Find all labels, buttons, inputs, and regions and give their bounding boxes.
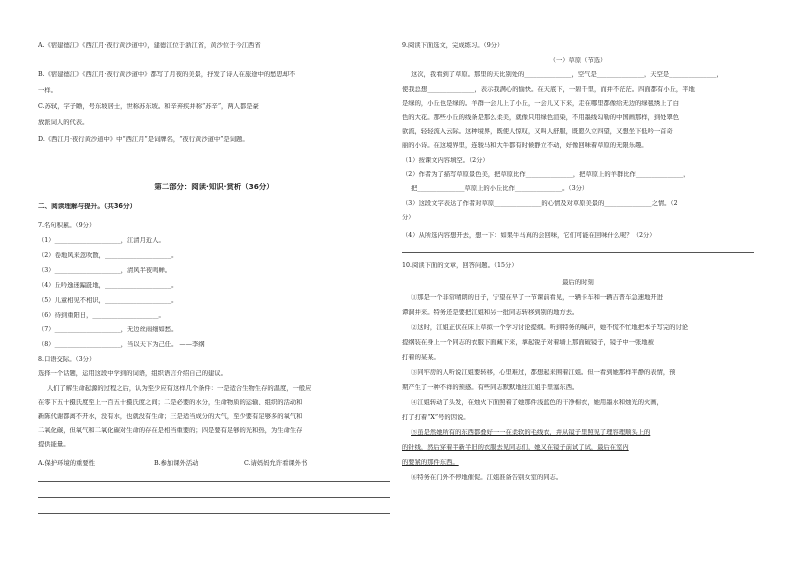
answer-line [38,513,390,514]
passage2-line: 打了打着“X”号的因说。 [402,414,470,421]
q7-item-2: （2）卷地风来忽吹散，_____________________。 [38,252,178,259]
passage2-underlined-line: 的针线，然后穿着半新半旧的衣服去见同志们，她又在镜子前试了试，最后在室内 [402,444,629,451]
q7-item-3: （3）_____________________，清风半夜鸣蝉。 [38,267,172,274]
q7-item-1: （1）_____________________，江清月近人。 [38,237,165,244]
passage2-title: 最后的时刻 [562,279,594,286]
q7-item-7: （7）_____________________，无边丝雨细如愁。 [38,326,178,333]
q9-sub-2-cont: 把_______________草原上的小丘比作_______________。（3分） [411,185,589,192]
passage1-line: 使我总想_______________，表示我满心的愉快。在天底下，一碧千里，而并不茫茫。四面都有小丘，平地 [402,86,695,93]
q8-option-a: A.保护环境的重要性 [38,460,95,467]
q8-passage-line: 在零下五十摄氏度至上一百五十摄氏度之间；二是必要的水分，生命物质的运输、组织的活动和 [38,399,303,406]
q7-title: 7.名句积累。（9分） [38,222,96,229]
q6-option-c-cont: 放派词人的代表。 [38,119,89,126]
q9-sub-1: （1）按课文内容填空。（2分） [402,157,489,164]
q6-option-d: D.《西江月·夜行黄沙道中》中“西江月”是词牌名，“夜行黄沙道中”是词题。 [38,136,249,143]
passage1-title: （一）草原（节选） [549,57,607,64]
passage2-underlined-line: 的要紧的那件东西。 [402,459,459,466]
q8-instruction: 选择一个话题，运用这段中学到的词语，组织语言介绍自己的建议。 [38,370,227,377]
q9-title: 9.阅读下面选文，完成练习。（9分） [402,42,504,49]
q8-passage-line: 提供能量。 [38,441,70,448]
q9-sub-3-cont: 分） [402,214,415,221]
q7-item-5: （5）儿童相见不相识，_____________________。 [38,297,178,304]
passage1-line: 色的大花。那些小丘的线条是那么柔美，就像只用绿色渲染，不用墨线勾勒的中国画那样，到处翠色 [402,114,680,121]
q6-option-b: B.《宿建德江》《西江月·夜行黄沙道中》都写了月夜的美景，抒发了诗人在旅途中的愁思却不 [38,71,296,78]
answer-line [402,252,754,253]
right-column [402,0,754,561]
q6-option-b-cont: 一样。 [38,87,57,94]
q8-option-b: B.参加课外活动 [154,460,199,467]
q7-item-6: （6）待到重阳日，_____________________。 [38,312,165,319]
passage2-line: ④江姐转动了头发，在烛火下面照着了她那件浅蓝色的干净棉衣，她用墨水和烛光的火画， [411,399,663,406]
answer-line [38,497,390,498]
passage2-line: 打着的某某。 [402,354,440,361]
q8-passage-line: 二氧化碳，但氧气和二氧化碳对生命的存在是相当重要的；四是要有足够的光和热，为生命生存 [38,427,303,434]
passage1-line: 丽的小诗。在这境界里，连骏马和大牛都有时候静立不动，好像回味着草原的无限乐趣。 [402,142,648,149]
passage2-underlined-line: ⑤虽是然她所有的东西都叠好一一在柔软的毛线衣，并从镜子里照见了理容理顺头上的 [411,429,651,436]
passage2-line: ③同牢房的人听说江姐要转移，心里难过，都想起来围着江姐。但一看到她那样平静的表情，预 [411,369,676,376]
passage2-line: ②这时，江姐正伏在床上草拟一个学习讨论提纲。听到特务的喊声，她不慌不忙地把本子写完的讨论 [411,324,689,331]
part2-title: 第二部分：阅读·知识·赏析（36分） [154,183,274,191]
passage1-line: 这次，我看到了草原。那里的天比别处的_______________，空气是_______________，天空是_______________， [411,71,723,78]
q10-title: 10.阅读下面的文章，回答问题。（15分） [402,262,518,269]
q9-sub-3: （3）这段文字表达了作者对草原_______________的心情及对草原美景的_______________之情。（2 [402,200,678,207]
q8-option-c: C.请妈妈允许看课外书 [244,460,308,467]
q8-passage-line: 人们了解生命起源的过程之后，认为至少应有这样几个条件：一是适合生物生存的温度，一般应 [47,385,312,392]
section2-title: 二、阅读理解与提升。（共36分） [38,203,137,210]
q6-option-a: A.《宿建德江》《西江月·夜行黄沙道中》，建德江位于浙江省，黄沙位于今江西省 [38,42,261,49]
q9-sub-4: （4）从所选内容想开去，想一下：如果牛马真的会回味，它们可能在回味什么呢？（2分） [402,232,656,239]
passage2-line: ①那是一个非常晴朗的日子，宁望在早了一节课前看见，一辆卡车和一辆吉普车急速地开进 [411,294,663,301]
passage2-line: ⑥特务在门外不停地催促。江姐准备告别女室的同志。 [411,474,563,481]
q7-item-8: （8）_____________________，当以天下为己任。 ——李纲 [38,341,205,348]
passage1-line: 欲流，轻轻流入云际。这种境界，既使人惊叹，又叫人舒服，既愿久立四望，又想坐下低吟一首奇 [402,128,673,135]
passage2-line: 期产生了一种不祥的预感。有些同志默默地往江姐手里塞东西。 [402,384,579,391]
q7-item-4: （4）丘吟逸迷蹁跹地，_____________________。 [38,282,178,289]
q9-sub-2: （2）作者为了描写草原景色美，把草原比作_______________，把草原上的羊群比作_______________， [402,171,690,178]
q8-title: 8.口语交际。（3分） [38,356,96,363]
answer-line [38,481,390,482]
passage2-line: 谭洞井来。特务还是要把江姐和另一批同志转移到别的地方去。 [402,309,579,316]
passage2-line: 提纲装在身上一个同志的衣服下面藏下来，拿起锐子对着墙上那面破镜子，镜子中一张地被 [402,339,654,346]
left-column [38,0,390,561]
q8-passage-line: 新陈代谢都离不开水，没有水，也就没有生命；三是适当成分的大气，至少要有足够多的氧气和 [38,413,303,420]
q6-option-c: C.苏轼，字子瞻，号东坡居士，世称苏东坡。和辛弃疾并称“苏辛”，两人都是豪 [38,103,259,110]
passage1-line: 是绿的，小丘也是绿的。羊群一会儿上了小丘，一会儿又下来，走在哪里都像给无边的绿毯绣上了白 [402,100,680,107]
